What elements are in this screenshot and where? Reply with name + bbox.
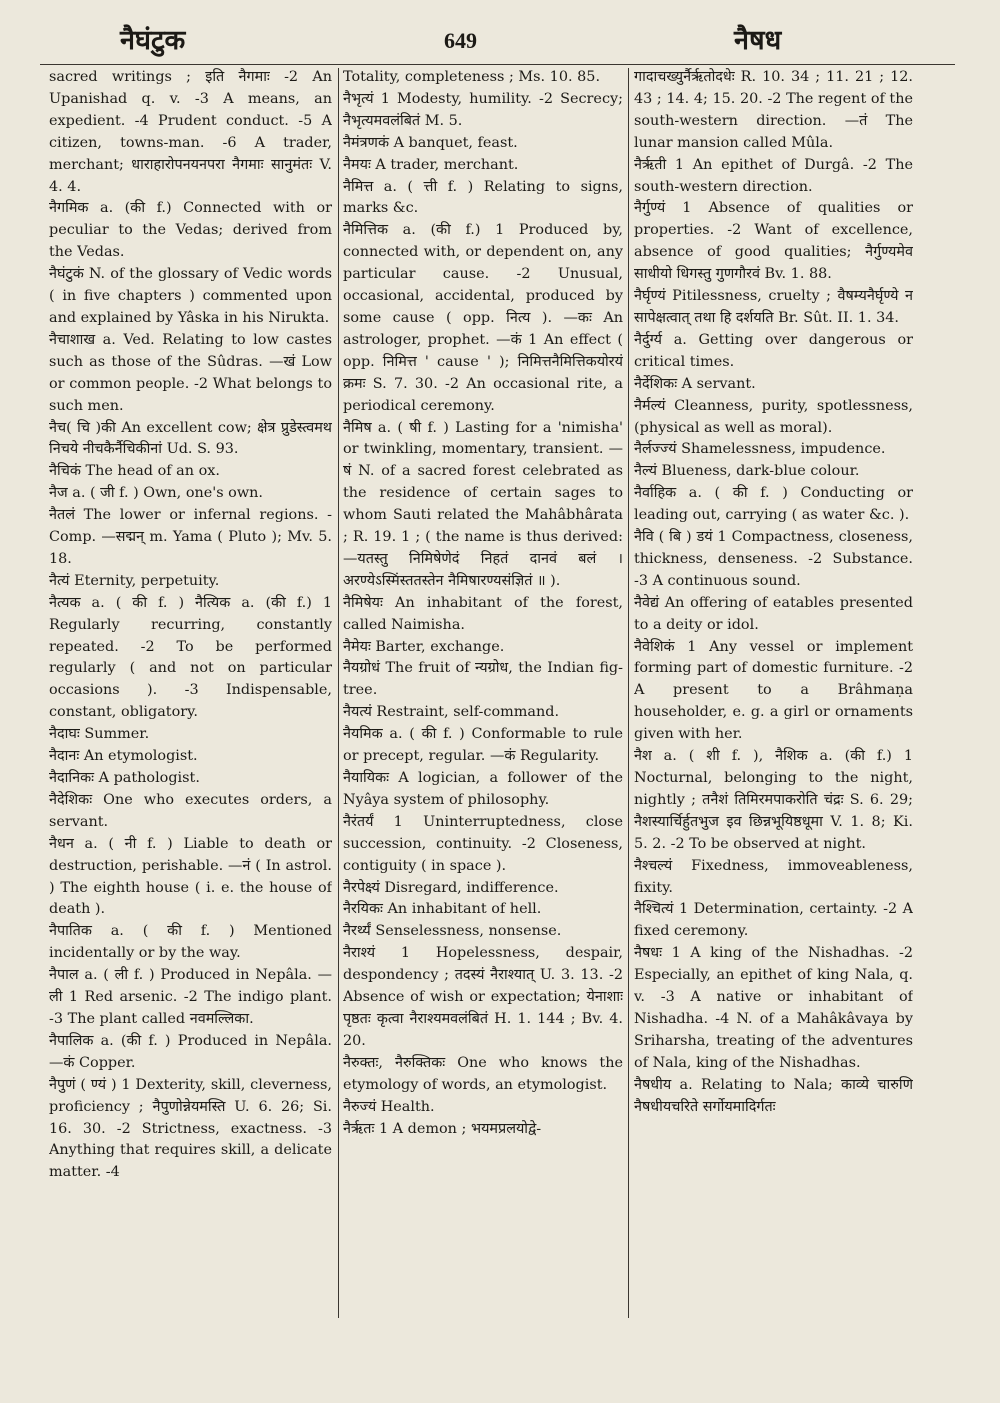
dictionary-entry: नैपाल a. ( ली f. ) Produced in Nepâla. —ली 1 Red arsenic. -2 The indigo plant. -3 The plant called नवमल्लिका. xyxy=(49,967,332,1027)
dictionary-entry: नैत्यक a. ( की f. ) नैत्यिक a. (की f.) 1 Regularly recurring, constantly repeated. -2 To be performed regularly ( and not on particular occasions ). -3 Indispensable, constant, obligatory. xyxy=(49,594,332,721)
dictionary-entry: नैतलं The lower or infernal regions. -Comp. —सद्मन् m. Yama ( Pluto ); Mv. 5. 18. xyxy=(49,507,332,567)
dictionary-entry: नैमयः A trader, merchant. xyxy=(343,156,519,173)
dictionary-entry: नैयत्यं Restraint, self-command. xyxy=(343,704,560,721)
dictionary-entry: नैपातिक a. ( की f. ) Mentioned incidentally or by the way. xyxy=(49,923,332,962)
dictionary-entry: नैधन a. ( नी f. ) Liable to death or destruction, perishable. —नं ( In astrol. ) The eighth house ( i. e. the house of death ). xyxy=(49,835,332,918)
dictionary-entry: नैवेशिकं 1 Any vessel or implement forming part of domestic furniture. -2 A present to a Brâhmaṇa householder, e. g. a girl or ornaments given with her. xyxy=(634,638,913,743)
dictionary-entry: नैरयिकः An inhabitant of hell. xyxy=(343,901,542,918)
dictionary-entry: नैदेशिकः One who executes orders, a servant. xyxy=(49,791,332,830)
dictionary-entry: नैर्मल्यं Cleanness, purity, spotlessness, (physical as well as moral). xyxy=(634,397,913,436)
dictionary-entry: नैरर्थ्यं Senselessness, nonsense. xyxy=(343,923,562,940)
dictionary-entry: नैत्यं Eternity, perpetuity. xyxy=(49,572,220,589)
dictionary-entry: नैयायिकः A logician, a follower of the Nyâya system of philosophy. xyxy=(343,770,623,808)
dictionary-entry: नैचाशाख a. Ved. Relating to low castes such as those of the Sûdras. —खं Low or common people. -2 What belongs to such men. xyxy=(49,331,332,414)
dictionary-entry: नैषधः 1 A king of the Nishadhas. -2 Especially, an epithet of king Nala, q. v. -3 A native or inhabitant of Nishadha. -4 N. of a Mahâkâvaya by Sriharsha, treating of the adventures of Nala, king of the Nishadhas. xyxy=(634,945,913,1071)
dictionary-entry: नैराश्यं 1 Hopelessness, despair, despondency ; तदस्यं नैराश्यात् U. 3. 13. -2 Absence of wish or expectation; येनाशाः पृष्ठतः कृत्वा नैराश्यमवलंबितं H. 1. 144 ; Bv. 4. 20. xyxy=(343,945,623,1049)
column-3 xyxy=(634,67,913,1327)
dictionary-entry: नैमिषेयः An inhabitant of the forest, called Naimisha. xyxy=(343,594,623,633)
dictionary-entry: नैपालिक a. (की f. ) Produced in Nepâla. —कं Copper. xyxy=(49,1032,332,1071)
dictionary-entry: नैच( चि )की An excellent cow; क्षेत्र प्रुडेस्त्वमथ निचये नीचकैर्नैचिकीनां Ud. S. 93. xyxy=(49,419,332,458)
left-guide-word: नैघंटुक xyxy=(120,25,186,56)
dictionary-entry: नैदाघः Summer. xyxy=(49,726,150,743)
dictionary-entry: नैमित्त a. ( त्ती f. ) Relating to signs, marks &c. xyxy=(343,178,623,217)
dictionary-entry: नैश्चित्यं 1 Determination, certainty. -2 A fixed ceremony. xyxy=(634,901,913,940)
dictionary-entry: नैर्ऋती 1 An epithet of Durgâ. -2 The south-western direction. xyxy=(634,156,913,195)
dictionary-entry: नैरपेक्ष्यं Disregard, indifference. xyxy=(343,879,559,896)
dictionary-entry: नैघंटुकं N. of the glossary of Vedic words ( in five chapters ) commented upon and explained by Yâska in his Nirukta. xyxy=(49,266,332,326)
dictionary-entry: नैर्दुर्ग्य a. Getting over dangerous or critical times. xyxy=(634,331,913,370)
dictionary-entry: नैरंतर्यं 1 Uninterruptedness, close succession, continuity. -2 Closeness, contiguity ( in space ). xyxy=(343,813,623,874)
dictionary-entry: नैर्घृण्यं Pitilessness, cruelty ; वैषम्यनैर्घृण्ये न सापेक्षत्वात् तथा हि दर्शयति Br. Sût. II. 1. 34. xyxy=(634,288,913,326)
dictionary-entry: नैर्देशिकः A servant. xyxy=(634,375,756,392)
dictionary-entry: नैर्वाहिक a. ( की f. ) Conducting or leading out, carrying ( as water &c. ). xyxy=(634,485,913,524)
dictionary-entry: नैमेयः Barter, exchange. xyxy=(343,638,505,655)
dictionary-entry: नैवि ( बि ) डयं 1 Compactness, closeness, thickness, denseness. -2 Substance. -3 A continuous sound. xyxy=(634,529,913,589)
column-divider-1 xyxy=(338,68,339,1318)
dictionary-entry: नैज a. ( जी f. ) Own, one's own. xyxy=(49,485,264,502)
dictionary-entry: नैदानः An etymologist. xyxy=(49,748,198,765)
column-divider-2 xyxy=(628,68,629,1318)
dictionary-entry: गादाचख्युर्नैर्ऋतोदधेः R. 10. 34 ; 11. 21 ; 12. 43 ; 14. 4; 15. 20. -2 The regent of the south-western direction. —तं The lunar mansion called Mûla. xyxy=(634,69,913,151)
dictionary-entry: नैमित्तिक a. (की f.) 1 Produced by, connected with, or dependent on, any particular cause. -2 Unusual, occasional, accidental, produced by some cause ( opp. नित्य ). —कः An astrologer, prophet. —कं 1 An effect ( opp. निमित्त ' cause ' ); निमित्तनैमित्तिकयोरयं क्रमः S. 7. 30. -2 An occasional rite, a periodical ceremony. xyxy=(343,222,623,414)
dictionary-entry: नैर्लज्ज्यं Shamelessness, impudence. xyxy=(634,441,886,458)
dictionary-entry: नैभृत्यं 1 Modesty, humility. -2 Secrecy; नैभृत्यमवलंबितं M. 5. xyxy=(343,90,623,129)
dictionary-entry: नैदानिकः A pathologist. xyxy=(49,770,200,786)
dictionary-entry: नैर्गुण्यं 1 Absence of qualities or properties. -2 Want of excellence, absence of good qualities; नैर्गुण्यमेव साधीयो धिगस्तु गुणगौरवं Bv. 1. 88. xyxy=(634,200,913,283)
dictionary-entry: नैयग्रोधं The fruit of न्यग्रोध, the Indian fig-tree. xyxy=(343,660,623,699)
dictionary-entry: sacred writings ; इति नैगमाः -2 An Upanishad q. v. -3 A means, an expedient. -4 Prudent conduct. -5 A citizen, towns-man. -6 A trader, merchant; धाराहारोपनयनपरा नैगमाः सानुमंतः V. 4. 4. xyxy=(49,69,332,195)
dictionary-entry: नैमिष a. ( षी f. ) Lasting for a 'nimisha' or twinkling, momentary, transient. —षं N. of a sacred forest celebrated as the residence of certain sages to whom Sauti related the Mahâbhârata ; R. 19. 1 ; ( the name is thus derived:—यतस्तु निमिषेणेदं निहतं दानवं बलं । अरण्येऽस्मिंस्ततस्तेन नैमिषारण्यसंज्ञितं ॥ ). xyxy=(343,419,623,589)
dictionary-entry: नैल्यं Blueness, dark-blue colour. xyxy=(634,463,860,480)
right-guide-word: नैषध xyxy=(734,25,782,56)
dictionary-entry: नैश्चल्यं Fixedness, immoveableness, fixity. xyxy=(634,857,913,896)
page-number: 649 xyxy=(444,28,477,53)
dictionary-entry: नैश a. ( शी f. ), नैशिक a. (की f.) 1 Nocturnal, belonging to the night, nightly ; तनैशं तिमिरमपाकरोति चंद्रः S. 6. 29; नैशस्यार्चिर्हुतभुज इव छिन्नभूयिष्ठधूमा V. 1. 8; Ki. 5. 2. -2 To be observed at night. xyxy=(634,748,913,852)
dictionary-entry: नैपुणं ( ण्यं ) 1 Dexterity, skill, cleverness, proficiency ; नैपुणोन्नेयमस्ति U. 6. 26; Si. 16. 30. -2 Strictness, exactness. -3 Anything that requires skill, a delicate matter. -4 xyxy=(49,1076,332,1181)
dictionary-entry: नैगमिक a. (की f.) Connected with or peculiar to the Vedas; derived from the Vedas. xyxy=(49,200,332,261)
dictionary-entry: नैर्ऋतः 1 A demon ; भयमप्रलयोद्वे- xyxy=(343,1120,542,1137)
dictionary-entry: नैमंत्रणकं A banquet, feast. xyxy=(343,134,518,151)
dictionary-entry: नैयमिक a. ( की f. ) Conformable to rule or precept, regular. —कं Regularity. xyxy=(343,726,623,765)
column-1 xyxy=(49,67,332,1327)
dictionary-entry: Totality, completeness ; Ms. 10. 85. xyxy=(343,69,601,85)
dictionary-entry: नैचिकं The head of an ox. xyxy=(49,463,220,480)
dictionary-entry: नैरुज्यं Health. xyxy=(343,1098,435,1115)
column-2 xyxy=(343,67,623,1327)
dictionary-entry: नैवेद्यं An offering of eatables presented to a deity or idol. xyxy=(634,594,913,633)
header-rule xyxy=(40,64,955,65)
dictionary-entry: नैरुक्तः, नैरुक्तिकः One who knows the etymology of words, an etymologist. xyxy=(343,1054,623,1093)
dictionary-entry: नैषधीय a. Relating to Nala; काव्ये चारुणि नैषधीयचरिते सर्गोयमादिर्गतः xyxy=(634,1076,913,1115)
